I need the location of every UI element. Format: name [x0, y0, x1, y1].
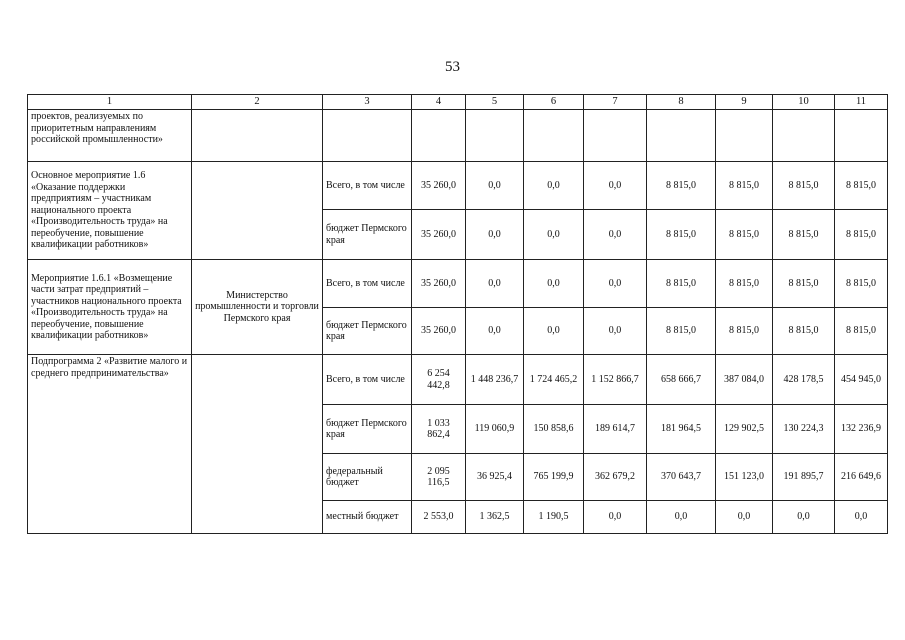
- value-cell: 8 815,0: [716, 210, 773, 260]
- funding-source: Всего, в том числе: [323, 162, 412, 210]
- value-cell: 36 925,4: [466, 454, 524, 501]
- activity-name: Подпрограмма 2 «Развитие малого и среднего предпринимательства»: [28, 355, 192, 534]
- value-cell: [835, 110, 888, 162]
- value-cell: 362 679,2: [584, 454, 647, 501]
- value-cell: 8 815,0: [647, 210, 716, 260]
- value-cell: 0,0: [584, 162, 647, 210]
- value-cell: [647, 110, 716, 162]
- column-header: 8: [647, 95, 716, 110]
- column-header: 7: [584, 95, 647, 110]
- value-cell: 8 815,0: [647, 308, 716, 355]
- value-cell: [524, 110, 584, 162]
- value-cell: 0,0: [466, 162, 524, 210]
- value-cell: 35 260,0: [412, 308, 466, 355]
- executor: [192, 355, 323, 534]
- value-cell: 0,0: [584, 501, 647, 534]
- value-cell: 428 178,5: [773, 355, 835, 405]
- value-cell: 151 123,0: [716, 454, 773, 501]
- value-cell: 0,0: [466, 308, 524, 355]
- funding-source: бюджет Пермского края: [323, 210, 412, 260]
- value-cell: 454 945,0: [835, 355, 888, 405]
- value-cell: 8 815,0: [716, 260, 773, 308]
- funding-source: бюджет Пермского края: [323, 405, 412, 454]
- activity-name: Мероприятие 1.6.1 «Возмещение части затрат предприятий – участников национального проекта «Производительность труда» на переобучение, повышение квалификации работников»: [28, 260, 192, 355]
- executor: Министерство промышленности и торговли Пермского края: [192, 260, 323, 355]
- value-cell: 1 724 465,2: [524, 355, 584, 405]
- value-cell: 35 260,0: [412, 260, 466, 308]
- value-cell: 0,0: [835, 501, 888, 534]
- value-cell: 0,0: [524, 308, 584, 355]
- value-cell: [412, 110, 466, 162]
- activity-name: проектов, реализуемых по приоритетным направлениям российской промышленности»: [28, 110, 192, 162]
- value-cell: 8 815,0: [835, 162, 888, 210]
- page-number: 53: [445, 59, 460, 75]
- funding-source: местный бюджет: [323, 501, 412, 534]
- funding-source: Всего, в том числе: [323, 355, 412, 405]
- value-cell: 1 190,5: [524, 501, 584, 534]
- value-cell: 765 199,9: [524, 454, 584, 501]
- funding-source: Всего, в том числе: [323, 260, 412, 308]
- value-cell: 2 095 116,5: [412, 454, 466, 501]
- value-cell: 119 060,9: [466, 405, 524, 454]
- column-header: 3: [323, 95, 412, 110]
- header-row: [28, 95, 888, 110]
- value-cell: 8 815,0: [773, 308, 835, 355]
- funding-source: федеральный бюджет: [323, 454, 412, 501]
- table-row: [28, 355, 888, 405]
- funding-source: [323, 110, 412, 162]
- value-cell: 191 895,7: [773, 454, 835, 501]
- value-cell: 658 666,7: [647, 355, 716, 405]
- funding-source: бюджет Пермского края: [323, 308, 412, 355]
- value-cell: 0,0: [466, 210, 524, 260]
- table-row: [28, 110, 888, 162]
- value-cell: 216 649,6: [835, 454, 888, 501]
- value-cell: 0,0: [716, 501, 773, 534]
- value-cell: 8 815,0: [647, 162, 716, 210]
- value-cell: [466, 110, 524, 162]
- value-cell: 150 858,6: [524, 405, 584, 454]
- value-cell: 130 224,3: [773, 405, 835, 454]
- value-cell: 0,0: [773, 501, 835, 534]
- value-cell: 35 260,0: [412, 162, 466, 210]
- executor: [192, 162, 323, 260]
- value-cell: 132 236,9: [835, 405, 888, 454]
- value-cell: 8 815,0: [716, 162, 773, 210]
- column-header: 4: [412, 95, 466, 110]
- value-cell: 0,0: [524, 162, 584, 210]
- value-cell: 35 260,0: [412, 210, 466, 260]
- value-cell: [584, 110, 647, 162]
- value-cell: 8 815,0: [773, 210, 835, 260]
- column-header: 1: [28, 95, 192, 110]
- value-cell: 181 964,5: [647, 405, 716, 454]
- value-cell: 0,0: [524, 260, 584, 308]
- value-cell: 8 815,0: [716, 308, 773, 355]
- value-cell: 8 815,0: [835, 260, 888, 308]
- table-row: [28, 162, 888, 210]
- value-cell: 0,0: [584, 308, 647, 355]
- value-cell: 6 254 442,8: [412, 355, 466, 405]
- activity-name: Основное мероприятие 1.6 «Оказание поддержки предприятиям – участникам национального проекта «Производительность труда» на переобучение, повышение квалификации работников»: [28, 162, 192, 260]
- value-cell: 0,0: [524, 210, 584, 260]
- value-cell: 1 033 862,4: [412, 405, 466, 454]
- value-cell: 0,0: [584, 260, 647, 308]
- value-cell: 1 448 236,7: [466, 355, 524, 405]
- table-row: [28, 260, 888, 308]
- value-cell: 1 152 866,7: [584, 355, 647, 405]
- value-cell: 387 084,0: [716, 355, 773, 405]
- budget-table: [27, 94, 888, 534]
- value-cell: 370 643,7: [647, 454, 716, 501]
- executor: [192, 110, 323, 162]
- column-header: 9: [716, 95, 773, 110]
- value-cell: [716, 110, 773, 162]
- column-header: 11: [835, 95, 888, 110]
- value-cell: 1 362,5: [466, 501, 524, 534]
- value-cell: 8 815,0: [835, 210, 888, 260]
- value-cell: 129 902,5: [716, 405, 773, 454]
- column-header: 10: [773, 95, 835, 110]
- value-cell: 2 553,0: [412, 501, 466, 534]
- column-header: 6: [524, 95, 584, 110]
- value-cell: 8 815,0: [773, 162, 835, 210]
- value-cell: 189 614,7: [584, 405, 647, 454]
- value-cell: 8 815,0: [647, 260, 716, 308]
- value-cell: [773, 110, 835, 162]
- value-cell: 8 815,0: [773, 260, 835, 308]
- column-header: 5: [466, 95, 524, 110]
- value-cell: 0,0: [466, 260, 524, 308]
- value-cell: 0,0: [584, 210, 647, 260]
- value-cell: 8 815,0: [835, 308, 888, 355]
- column-header: 2: [192, 95, 323, 110]
- value-cell: 0,0: [647, 501, 716, 534]
